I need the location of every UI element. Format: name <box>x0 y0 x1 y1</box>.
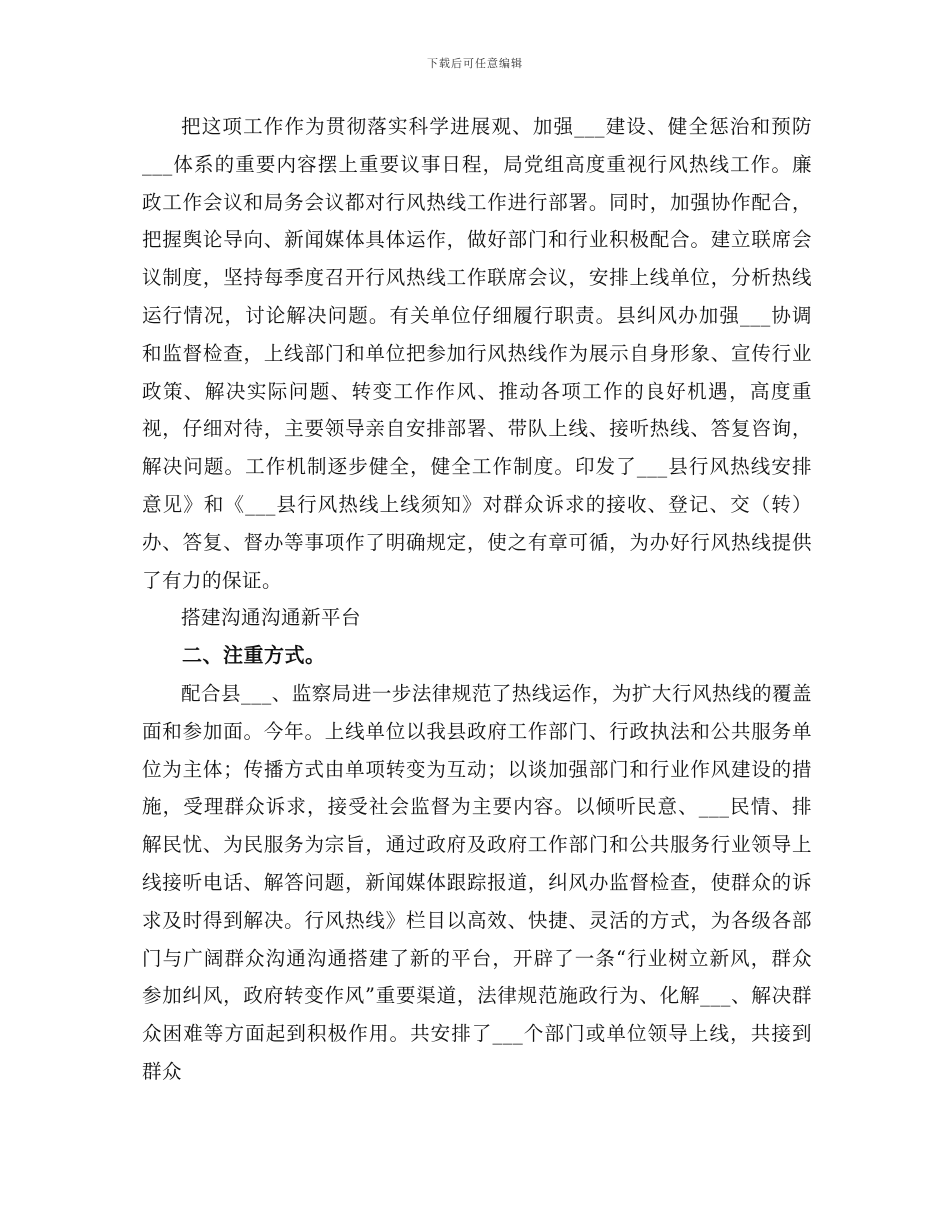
paragraph-1: 把这项工作作为贯彻落实科学进展观、加强___建设、健全惩治和预防___体系的重要内容摆上重要议事日程，局党组高度重视行风热线工作。廉政工作会议和局务会议都对行风热线工作进行部署。同时，加强协作配合，把握舆论导向、新闻媒体具体运作，做好部门和行业积极配合。建立联席会议制度，坚持每季度召开行风热线工作联席会议，安排上线单位，分析热线运行情况，讨论解决问题。有关单位仔细履行职责。县纠风办加强___协调和监督检查，上线部门和单位把参加行风热线作为展示自身形象、宣传行业政策、解决实际问题、转变工作作风、推动各项工作的良好机遇，高度重视，仔细对待，主要领导亲自安排部署、带队上线、接听热线、答复咨询，解决问题。工作机制逐步健全，健全工作制度。印发了___县行风热线安排意见》和《___县行风热线上线须知》对群众诉求的接收、登记、交（转）办、答复、督办等事项作了明确规定，使之有章可循，为办好行风热线提供了有力的保证。 <box>142 115 812 592</box>
paragraph-3: 配合县___、监察局进一步法律规范了热线运作，为扩大行风热线的覆盖面和参加面。今年。上线单位以我县政府工作部门、行政执法和公共服务单位为主体；传播方式由单项转变为互动；以谈加强部门和行业作风建设的措施，受理群众诉求，接受社会监督为主要内容。以倾听民意、___民情、排解民忧、为民服务为宗旨，通过政府及政府工作部门和公共服务行业领导上线接听电话、解答问题，新闻媒体跟踪报道，纠风办监督检查，使群众的诉求及时得到解决。行风热线》栏目以高效、快捷、灵活的方式，为各级各部门与广阔群众沟通沟通搭建了新的平台，开辟了一条“行业树立新风，群众参加纠风，政府转变作风”重要渠道，法律规范施政行为、化解___、解决群众困难等方面起到积极作用。共安排了___个部门或单位领导上线，共接到群众 <box>142 681 812 1083</box>
paragraph-2: 搭建沟通沟通新平台 <box>181 606 362 630</box>
page-header: 下载后可任意编辑 <box>427 57 523 70</box>
section-heading: 二、注重方式。 <box>182 643 326 668</box>
document-body <box>142 108 812 1091</box>
